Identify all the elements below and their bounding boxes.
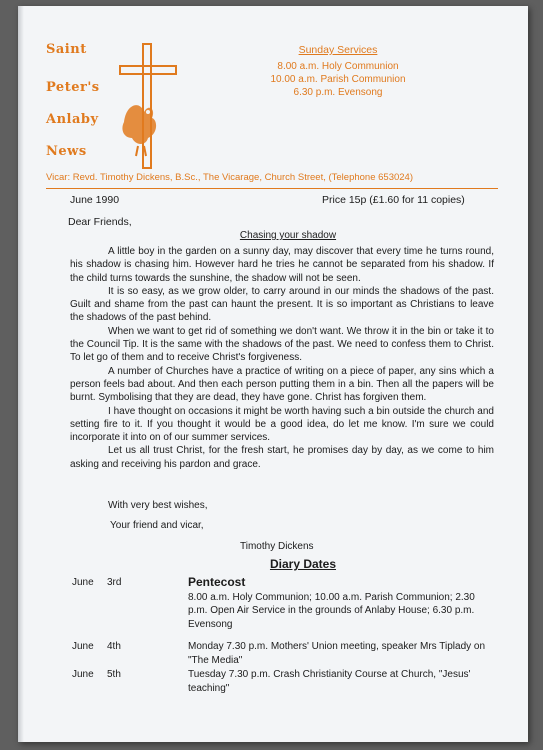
closing: With very best wishes, — [108, 500, 208, 511]
diary-day: 4th — [107, 641, 121, 652]
service-item: 8.00 a.m. Holy Communion — [277, 61, 399, 72]
diary-text: Tuesday 7.30 p.m. Crash Christianity Course at Church, "Jesus' teaching" — [188, 669, 471, 694]
diary-month: June — [72, 641, 94, 652]
diary-month: June — [72, 577, 94, 588]
article-paragraph: Let us all trust Christ, for the fresh start, he promises day by day, as we come to him asking and receiving his pardon and grace. — [70, 445, 494, 470]
service-item: 6.30 p.m. Evensong — [293, 87, 383, 98]
article-paragraph: I have thought on occasions it might be worth having such a bin outside the church and setting fire to it. If you thought it would be a good idea, do let me know. I'm sure we could incorporate it into on of our summer services. — [70, 405, 494, 444]
diary-text: Monday 7.30 p.m. Mothers' Union meeting, speaker Mrs Tiplady on "The Media" — [188, 641, 486, 666]
diary-description — [188, 576, 488, 631]
sunday-services — [208, 44, 468, 99]
diary-feast: Pentecost — [188, 575, 246, 589]
diary-month: June — [72, 669, 94, 680]
services-title: Sunday Services — [298, 44, 378, 56]
article-title-text: Chasing your shadow — [239, 230, 337, 241]
greeting: Dear Friends, — [68, 216, 132, 228]
diary-day: 3rd — [107, 577, 122, 588]
article-title — [18, 230, 543, 241]
cross-with-cockerel-icon — [118, 42, 178, 172]
diary-text: 8.00 a.m. Holy Communion; 10.00 a.m. Parish Communion; 2.30 p.m. Open Air Service in the grounds of Anlaby House; 6.30 p.m. Evensong — [188, 591, 475, 630]
article-paragraph: When we want to get rid of something we don't want. We throw it in the bin or take it to the Council Tip. It is the same with the shadows of the past. We need to confess them to Christ. To let go of them and to receive Christ's forgiveness. — [70, 325, 494, 364]
signature: Timothy Dickens — [240, 541, 314, 552]
newsletter-page — [18, 6, 528, 742]
diary-description — [188, 668, 488, 695]
signoff: Your friend and vicar, — [110, 520, 204, 531]
masthead-line-news: News — [46, 144, 87, 159]
spine-shadow — [18, 6, 24, 742]
article-paragraph: A number of Churches have a practice of writing on a piece of paper, any sins which a person feels bad about. And then each person putting them in a bin. Then all the papers will be burnt. Symbolising that they are dead, they have gone. Christ has forgiven them. — [70, 365, 494, 404]
article-paragraph: It is so easy, as we grow older, to carry around in our minds the shadows of the past. Guilt and shame from the past can haunt the present. It is so important as Christians to leave the shadows of the past behind. — [70, 285, 494, 324]
issue-price: Price 15p (£1.60 for 11 copies) — [322, 194, 465, 206]
header-divider — [46, 188, 498, 189]
diary-title — [18, 557, 543, 571]
vicar-line: Vicar: Revd. Timothy Dickens, B.Sc., The Vicarage, Church Street, (Telephone 653024) — [46, 172, 413, 183]
diary-description — [188, 640, 488, 667]
service-item: 10.00 a.m. Parish Communion — [270, 74, 406, 85]
masthead-line-saint: Saint — [46, 42, 87, 57]
issue-date: June 1990 — [70, 194, 120, 206]
diary-day: 5th — [107, 669, 121, 680]
masthead-line-peters: Peter's — [46, 80, 100, 95]
diary-title-text: Diary Dates — [269, 557, 337, 571]
article-paragraph: A little boy in the garden on a sunny day, may discover that every time he turns round, his shadow is chasing him. However hard he tries he cannot be separated from his shadow. If the child turns towards the sunshine, the shadow will not be seen. — [70, 246, 494, 284]
article-body — [70, 245, 494, 471]
masthead-line-anlaby: Anlaby — [46, 112, 99, 127]
